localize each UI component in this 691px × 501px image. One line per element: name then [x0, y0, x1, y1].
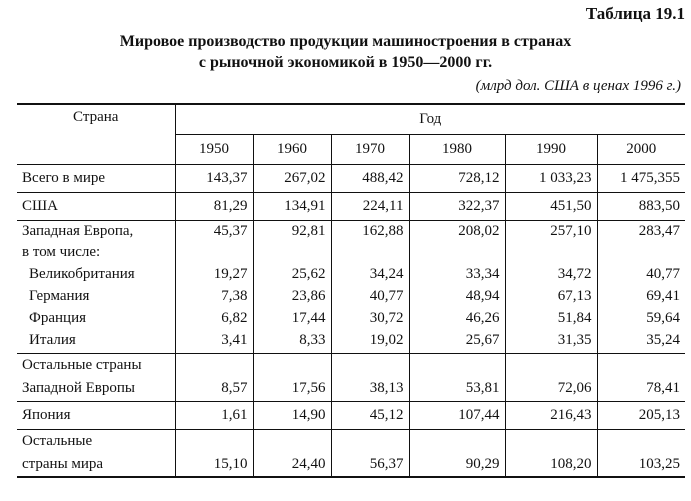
- cell: 322,37: [409, 192, 505, 220]
- title-line-1: Мировое производство продукции машиностроения в странах: [119, 33, 572, 50]
- table-row: [17, 164, 685, 192]
- table-row: [17, 353, 685, 377]
- header-year-group: Год: [175, 104, 685, 134]
- cell: 25,62: [253, 263, 331, 285]
- cell: 208,02: [409, 220, 505, 242]
- cell: 1,61: [175, 401, 253, 429]
- title-line-2: с рыночной экономикой в 1950—2000 гг.: [198, 54, 493, 71]
- table-row: [17, 263, 685, 285]
- cell: 40,77: [331, 285, 409, 307]
- cell: 451,50: [505, 192, 597, 220]
- cell: 6,82: [175, 307, 253, 329]
- table-row: [17, 329, 685, 353]
- table-title: [0, 31, 691, 73]
- cell: 56,37: [331, 453, 409, 477]
- cell: 24,40: [253, 453, 331, 477]
- table-row: [17, 429, 685, 453]
- cell: 283,47: [597, 220, 685, 242]
- row-label: Остальные страны: [17, 353, 175, 377]
- cell: 78,41: [597, 377, 685, 401]
- cell: 15,10: [175, 453, 253, 477]
- cell: 19,02: [331, 329, 409, 353]
- cell: 162,88: [331, 220, 409, 242]
- table-row: [17, 192, 685, 220]
- cell: 134,91: [253, 192, 331, 220]
- cell: 205,13: [597, 401, 685, 429]
- cell: 257,10: [505, 220, 597, 242]
- cell: 90,29: [409, 453, 505, 477]
- table-row: [17, 242, 685, 263]
- header-year-2000: 2000: [597, 134, 685, 164]
- cell: 31,35: [505, 329, 597, 353]
- table-row: [17, 285, 685, 307]
- row-label: Всего в мире: [17, 164, 175, 192]
- cell: 46,26: [409, 307, 505, 329]
- cell: 34,72: [505, 263, 597, 285]
- header-year-1980: 1980: [409, 134, 505, 164]
- table-row: [17, 401, 685, 429]
- cell: 103,25: [597, 453, 685, 477]
- cell: 14,90: [253, 401, 331, 429]
- units-note: (млрд дол. США в ценах 1996 г.): [475, 78, 681, 94]
- cell: 143,37: [175, 164, 253, 192]
- header-year-1990: 1990: [505, 134, 597, 164]
- cell: 17,44: [253, 307, 331, 329]
- cell: 40,77: [597, 263, 685, 285]
- cell: 45,37: [175, 220, 253, 242]
- cell: 108,20: [505, 453, 597, 477]
- cell: 728,12: [409, 164, 505, 192]
- cell: 23,86: [253, 285, 331, 307]
- cell: 25,67: [409, 329, 505, 353]
- row-label: страны мира: [22, 456, 104, 472]
- cell: 107,44: [409, 401, 505, 429]
- cell: 488,42: [331, 164, 409, 192]
- row-label: Япония: [17, 401, 175, 429]
- cell: 883,50: [597, 192, 685, 220]
- table-row: [17, 453, 685, 477]
- row-label: Остальные: [17, 429, 175, 453]
- row-label: Германия: [29, 287, 90, 304]
- row-label: Западная Европа,: [17, 220, 175, 242]
- cell: 72,06: [505, 377, 597, 401]
- cell: 34,24: [331, 263, 409, 285]
- header-year-1960: 1960: [253, 134, 331, 164]
- cell: 35,24: [597, 329, 685, 353]
- cell: 67,13: [505, 285, 597, 307]
- table-row: [17, 377, 685, 401]
- cell: 59,64: [597, 307, 685, 329]
- table-row: [17, 307, 685, 329]
- row-label: США: [17, 192, 175, 220]
- cell: 8,33: [253, 329, 331, 353]
- cell: 17,56: [253, 377, 331, 401]
- table-number: Таблица 19.1: [585, 4, 685, 23]
- cell: 8,57: [175, 377, 253, 401]
- cell: 30,72: [331, 307, 409, 329]
- row-label: Великобритания: [29, 265, 135, 282]
- cell: 3,41: [175, 329, 253, 353]
- cell: 1 475,355: [597, 164, 685, 192]
- cell: 33,34: [409, 263, 505, 285]
- cell: 224,11: [331, 192, 409, 220]
- row-label: Западной Европы: [22, 380, 135, 397]
- header-country: Страна: [73, 109, 119, 125]
- cell: 92,81: [253, 220, 331, 242]
- row-label: в том числе:: [22, 244, 101, 260]
- cell: 53,81: [409, 377, 505, 401]
- data-table: [17, 103, 685, 478]
- header-year-1970: 1970: [331, 134, 409, 164]
- row-label: Франция: [29, 309, 86, 326]
- cell: 69,41: [597, 285, 685, 307]
- cell: 7,38: [175, 285, 253, 307]
- table-row: [17, 220, 685, 242]
- cell: 51,84: [505, 307, 597, 329]
- cell: 48,94: [409, 285, 505, 307]
- cell: 267,02: [253, 164, 331, 192]
- header-year-1950: 1950: [175, 134, 253, 164]
- cell: 81,29: [175, 192, 253, 220]
- cell: 19,27: [175, 263, 253, 285]
- cell: 1 033,23: [505, 164, 597, 192]
- cell: 45,12: [331, 401, 409, 429]
- cell: 216,43: [505, 401, 597, 429]
- cell: 38,13: [331, 377, 409, 401]
- row-label: Италия: [29, 332, 76, 349]
